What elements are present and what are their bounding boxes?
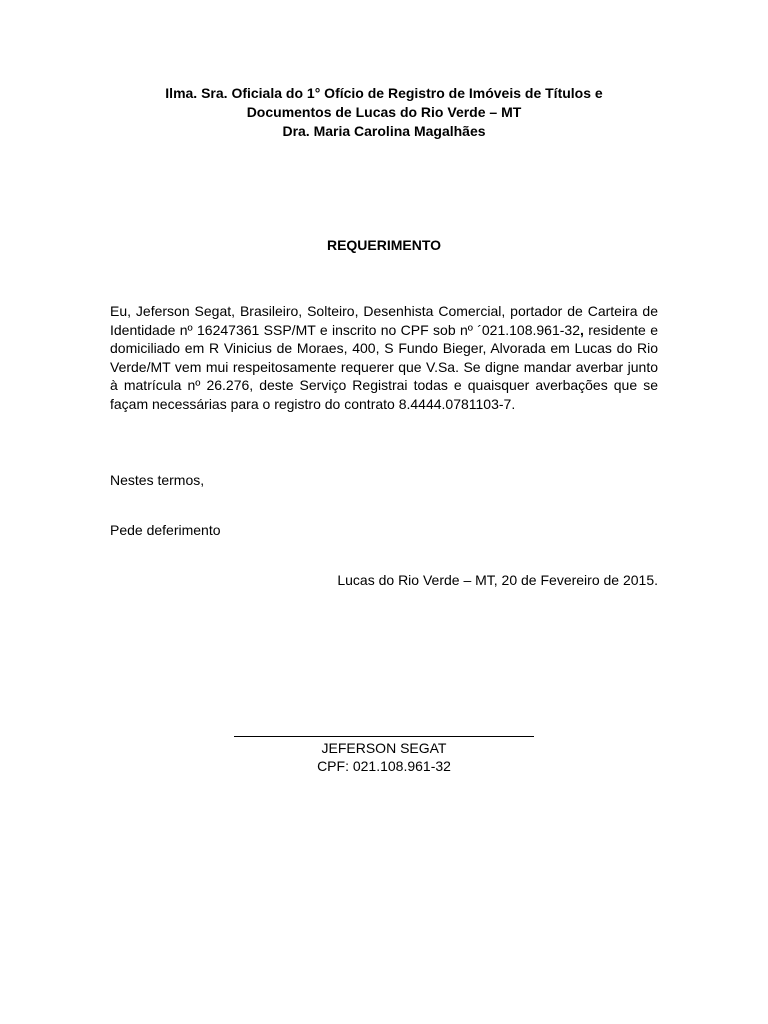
place-and-date: Lucas do Rio Verde – MT, 20 de Fevereiro de 2015. [337, 572, 658, 588]
request-text-comma: , [579, 321, 584, 338]
request-text-part-1: Eu, Jeferson Segat, Brasileiro, Solteiro, Desenhista Comercial, portador de Carteira de Identidade nº 16247361 SSP/MT e inscrito no CPF sob nº ´021.108.961-32 [110, 303, 658, 338]
signature-block [110, 724, 658, 775]
addressee-line-2: Documentos de Lucas do Rio Verde – MT [246, 104, 522, 120]
addressee-header [110, 84, 658, 141]
closing-request: Pede deferimento [110, 522, 221, 538]
addressee-line-1: Ilma. Sra. Oficiala do 1° Ofício de Registro de Imóveis de Títulos e [165, 85, 603, 101]
signature-line [234, 736, 534, 737]
signer-cpf: CPF: 021.108.961-32 [317, 758, 451, 774]
document-title: REQUERIMENTO [326, 237, 442, 253]
addressee-line-3: Dra. Maria Carolina Magalhães [282, 123, 486, 139]
request-paragraph [110, 302, 658, 414]
request-text-part-2: residente e domiciliado em R Vinicius de Moraes, 400, S Fundo Bieger, Alvorada em Lucas do Rio Verde/MT vem mui respeitosamente requerer que V.Sa. Se digne mandar averbar junto à matrícula nº 26.276, deste Serviço Registrai todas e quaisquer averbações que se façam necessárias para o registro do contrato 8.4444.0781103-7. [110, 321, 658, 412]
closing-terms: Nestes termos, [110, 472, 205, 488]
signer-name: JEFERSON SEGAT [321, 740, 447, 756]
